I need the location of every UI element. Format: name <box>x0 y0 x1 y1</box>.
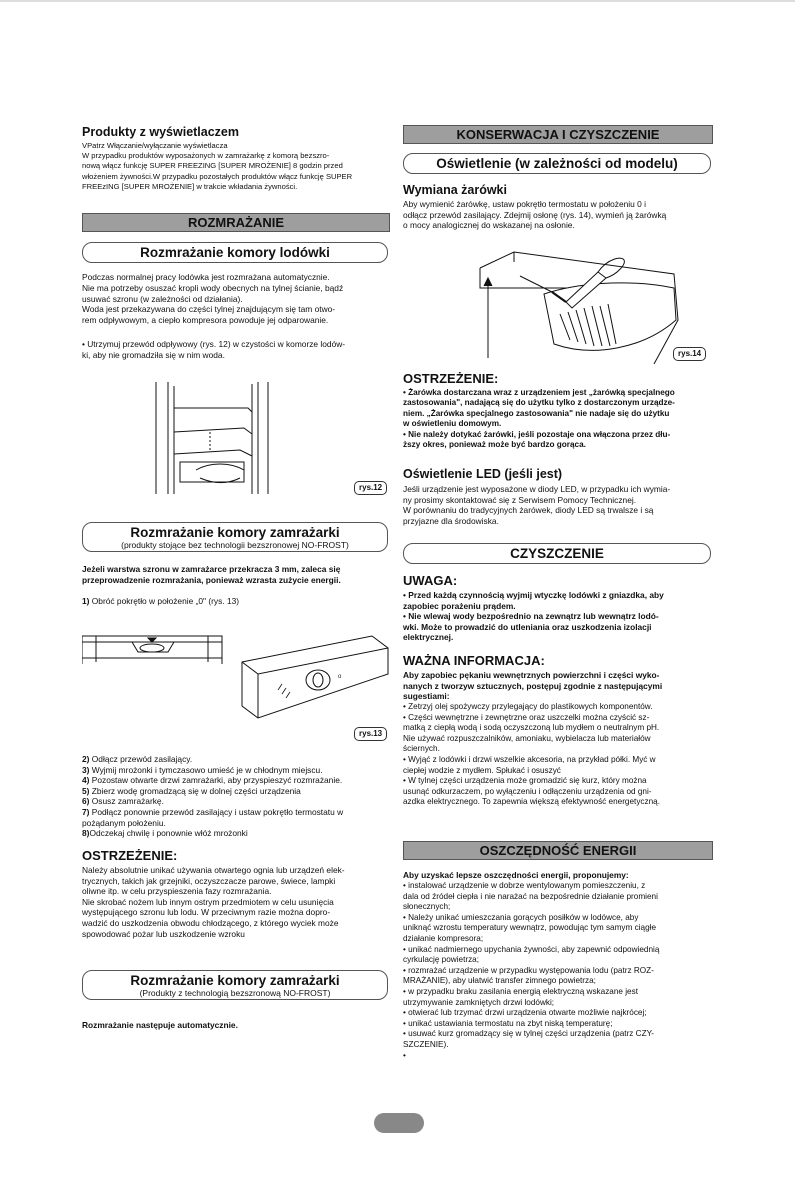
text-line: • Zetrzyj olej spożywczy przylegający do plastikowych komponentów. <box>403 702 653 711</box>
text-line: sugestiami: <box>403 691 450 702</box>
text-line: elektrycznej. <box>403 632 454 643</box>
bulb-cover-illustration <box>474 248 686 364</box>
step-number: 7) <box>82 807 90 817</box>
defrost-band: ROZMRAŻANIE <box>82 213 390 232</box>
text-line: włożeniem żywności.W przypadku pozostałych produktów włącz funkcję SUPER <box>82 171 353 181</box>
text-line: usuwać szronu (w zależności od działania). <box>82 293 243 304</box>
text-line: nanych z tworzyw sztucznych, postępuj zgodnie z następującymi <box>403 680 663 691</box>
fig12-label: rys.12 <box>354 481 387 495</box>
text-line: Aby wymienić żarówkę, ustaw pokrętło termostatu w położeniu 0 i <box>403 199 646 209</box>
text-line: Podczas normalnej pracy lodówka jest rozmrażana automatycznie. <box>82 272 330 282</box>
text-line: • usuwać kurz gromadzący się w tylnej części urządzenia (patrz CZY- <box>403 1029 655 1039</box>
text-line: wadzić do uszkodzenia obwodu chłodzącego, z którego wyciek może <box>82 918 339 928</box>
step-number: 3) <box>82 764 90 775</box>
text-line: ny prosimy skontaktować się z Serwisem Pomocy Technicznej. <box>403 494 637 505</box>
text-line: oliwne itp. w celu przyspieszenia fazy rozmrażania. <box>82 886 272 897</box>
defrost-step <box>82 807 343 817</box>
text-line: • unikać nadmiernego upychania żywności, aby zapewnić odpowiednią <box>403 944 660 954</box>
text-line: rem odpływowym, a ciepło kompresora powoduje jej odparowanie. <box>82 315 329 326</box>
page-number-tab <box>374 1113 424 1133</box>
text-line: • Nie należy dotykać żarówki, jeśli pozostaje ona włączona przez dłu- <box>403 429 671 439</box>
step-text: Podłącz ponownie przewód zasilający i ustaw pokrętło termostatu w <box>89 807 344 817</box>
text-line: VPatrz Włączanie/wyłączanie wyświetlacza <box>82 141 228 150</box>
step-number: 5) <box>82 785 90 796</box>
defrost-step <box>82 786 301 796</box>
energy-intro: Aby uzyskać lepsze oszczędności energii, proponujemy: <box>403 870 629 880</box>
step-text: pożądanym położeniu. <box>82 817 166 828</box>
uwaga-heading: UWAGA: <box>403 573 458 588</box>
text-line: trycznych, takich jak grzejniki, oczyszczacze parowe, świece, lampki <box>82 875 336 886</box>
text-line: usunąć odkurzaczem, po wyłączeniu i odłączeniu urządzenia od gni- <box>403 786 652 796</box>
text-line: ższy okres, ponieważ może być bardzo gorąca. <box>403 440 586 449</box>
step-1-text: Obróć pokrętło w położenie „0" (rys. 13) <box>89 596 240 606</box>
defrost-step <box>82 765 323 775</box>
step-1-number: 1) <box>82 596 90 606</box>
fig13-label: rys.13 <box>354 727 387 741</box>
text-line: FREEzING [SUPER MROŻENIE] w trakcie wkładania żywności. <box>82 181 298 191</box>
text-line: Nie skrobać nożem lub innym ostrym przedmiotem w celu usunięcia <box>82 896 334 907</box>
text-line: uniknąć wzrostu temperatury wewnątrz, powodując tym samym ciągłe <box>403 923 657 933</box>
text-line: • otwierać lub trzymać drzwi urządzenia otwarte możliwie najkrócej; <box>403 1008 647 1018</box>
text-line: W porównaniu do tradycyjnych żarówek, diody LED są trwalsze i są <box>403 505 654 516</box>
text-line: • Żarówka dostarczana wraz z urządzeniem jest „żarówką specjalnego <box>403 388 675 397</box>
text-line: wki. Może to prowadzić do utleniania oraz uszkodzenia izolacji <box>403 621 652 632</box>
text-line: • <box>403 1050 406 1060</box>
text-line: Nie ma potrzeby osuszać kropli wody obecnych na tylnej ścianie, bądź <box>82 282 344 293</box>
text-line: • Przed każdą czynnością wyjmij wtyczkę lodówki z gniazdka, aby <box>403 590 664 600</box>
lighting-pill <box>403 153 711 174</box>
text-line: o mocy analogicznej do wskazanej na osłonie. <box>403 220 575 231</box>
defrost-step <box>82 828 248 838</box>
step-number: 6) <box>82 796 90 807</box>
nofrost-subtitle: (Produkty z technologią bezszronową NO-FROST) <box>139 988 331 998</box>
step-text: Osusz zamrażarkę. <box>89 796 164 807</box>
text-line: działanie kompresora; <box>403 934 484 943</box>
text-line: Jeśli urządzenie jest wyposażone w diody LED, w przypadku ich wymia- <box>403 484 671 494</box>
freezer-defrost-subtitle: (produkty stojące bez technologii bezszronowej NO-FROST) <box>121 540 349 550</box>
text-line: nową włącz funkcję SUPER FREEZING [SUPER MROŻENIE] 8 godzin przed <box>82 161 343 171</box>
step-number: 2) <box>82 754 90 764</box>
text-line: ciepłej wodzie z mydłem. Spłukać i osuszyć <box>403 765 561 775</box>
text-line: • Utrzymuj przewód odpływowy (rys. 12) w czystości w komorze lodów- <box>82 339 346 349</box>
text-line: zapobiec porażeniu prądem. <box>403 600 516 611</box>
defrost-step <box>82 775 342 785</box>
step-text: Zbierz wodę gromadzącą się w dolnej części urządzenia <box>89 785 301 796</box>
step-text: Odłącz przewód zasilający. <box>89 754 193 764</box>
left-warning-heading: OSTRZEŻENIE: <box>82 848 178 863</box>
svg-text:o: o <box>338 674 342 680</box>
defrost-step <box>82 796 164 806</box>
thermostat-illustration <box>82 632 394 732</box>
step-text: Odczekaj chwilę i ponownie włóż mrożonki <box>89 828 248 839</box>
lighting-title: Oświetlenie (w zależności od modelu) <box>436 156 678 171</box>
nofrost-title: Rozmrażanie komory zamrażarki <box>130 973 340 988</box>
step-text: Pozostaw otwarte drzwi zamrażarki, aby przyspieszyć rozmrażanie. <box>89 775 343 786</box>
text-line: matką z ciepłą wodą i sodą oczyszczoną lub mydłem o neutralnym pH. <box>403 723 660 733</box>
text-line: zastosowania", nadającą się do użytku tylko z dostarczonym urządze- <box>403 398 675 408</box>
text-line: • Należy unikać umieszczania gorących posiłków w lodówce, aby <box>403 912 639 922</box>
cleaning-title: CZYSZCZENIE <box>510 546 604 561</box>
text-line: Woda jest przekazywana do części tylnej znajdującym się tam otwo- <box>82 304 336 315</box>
text-line: spowodować pożar lub uszkodzenie wzroku <box>82 928 245 939</box>
text-line: azdka elektrycznego. To zapewnia większą efektywność energetyczną. <box>403 797 660 807</box>
text-line: MRAŻANIE), aby ułatwić transfer zimnego powietrza; <box>403 976 596 986</box>
text-line: występującego szronu lub lodu. W przeciwnym razie można dopro- <box>82 907 331 918</box>
energy-band: OSZCZĘDNOŚĆ ENERGII <box>403 841 713 860</box>
text-line: • W tylnej części urządzenia może gromadzić się kurz, który można <box>403 776 647 786</box>
info-heading: WAŻNA INFORMACJA: <box>403 653 545 668</box>
text-line: • unikać ustawiania termostatu na zbyt niską temperaturę; <box>403 1018 613 1028</box>
cleaning-pill <box>403 543 711 564</box>
step-1 <box>82 596 239 606</box>
freezer-defrost-title: Rozmrażanie komory zamrażarki <box>130 525 340 540</box>
text-line: Jeżeli warstwa szronu w zamrażarce przekracza 3 mm, zaleca się <box>82 564 341 574</box>
text-line: W przypadku produktów wyposażonych w zamrażarkę z komorą bezszro- <box>82 151 330 161</box>
step-text: Wyjmij mrożonki i tymczasowo umieść je w chłodnym miejscu. <box>89 764 323 775</box>
text-line: odłącz przewód zasilający. Zdejmij osłonę (rys. 14), wymień ją żarówką <box>403 209 667 220</box>
text-line: w oświetleniu domowym. <box>403 419 502 429</box>
fig14-label: rys.14 <box>673 347 706 361</box>
maintenance-band: KONSERWACJA I CZYSZCZENIE <box>403 125 713 144</box>
text-line: • Części wewnętrzne i zewnętrzne oraz uszczelki można czyścić sz- <box>403 712 650 722</box>
text-line: cyrkulację powietrza; <box>403 955 479 965</box>
text-line: • Wyjąć z lodówki i drzwi wszelkie akcesoria, na przykład półki. Myć w <box>403 755 656 764</box>
nofrost-text: Rozmrażanie następuje automatycznie. <box>82 1020 238 1030</box>
text-line: niem. „Żarówka specjalnego zastosowania" nie nadaje się do użytku <box>403 408 670 418</box>
display-heading: Produkty z wyświetlaczem <box>82 125 240 139</box>
text-line: SZCZENIE). <box>403 1040 449 1049</box>
fridge-defrost-title: Rozmrażanie komory lodówki <box>140 245 330 260</box>
step-number: 4) <box>82 775 90 786</box>
text-line: Nie używać rozpuszczalników, amoniaku, wybielacza lub materiałów <box>403 733 651 743</box>
page-edge <box>0 0 795 2</box>
text-line: • instalować urządzenie w dobrze wentylowanym pomieszczeniu, z <box>403 881 646 890</box>
fridge-interior-illustration <box>140 382 290 494</box>
text-line: utrzymywanie zamkniętych drzwi lodówki; <box>403 997 555 1007</box>
step-number: 8) <box>82 828 90 839</box>
text-line: Aby zapobiec pękaniu wewnętrznych powierzchni i części wyko- <box>403 670 660 680</box>
freezer-defrost-pill <box>82 522 388 552</box>
led-heading: Oświetlenie LED (jeśli jest) <box>403 467 563 481</box>
text-line: przeprowadzenie rozmrażania, ponieważ wzrasta zużycie energii. <box>82 575 341 585</box>
text-line: ściernych. <box>403 744 440 754</box>
nofrost-pill <box>82 970 388 1000</box>
right-warning-heading: OSTRZEŻENIE: <box>403 371 499 386</box>
text-line: ki, aby nie gromadziła się w nim woda. <box>82 349 225 360</box>
text-line: • w przypadku braku zasilania energią elektryczną wskazane jest <box>403 987 638 996</box>
text-line: Należy absolutnie unikać używania otwartego ognia lub urządzeń elek- <box>82 865 345 875</box>
text-line: dala od źródeł ciepła i nie narażać na bezpośrednie działanie promieni <box>403 891 658 901</box>
text-line: przyjazne dla środowiska. <box>403 515 499 526</box>
text-line: słonecznych; <box>403 902 451 912</box>
text-line: • Nie wlewaj wody bezpośrednio na zewnątrz lub wewnątrz lodó- <box>403 611 659 622</box>
bulb-heading: Wymiana żarówki <box>403 183 507 197</box>
text-line: • rozmrażać urządzenie w przypadku występowania lodu (patrz ROZ- <box>403 965 654 975</box>
defrost-step <box>82 818 166 828</box>
fridge-defrost-pill <box>82 242 388 263</box>
defrost-step <box>82 754 192 764</box>
